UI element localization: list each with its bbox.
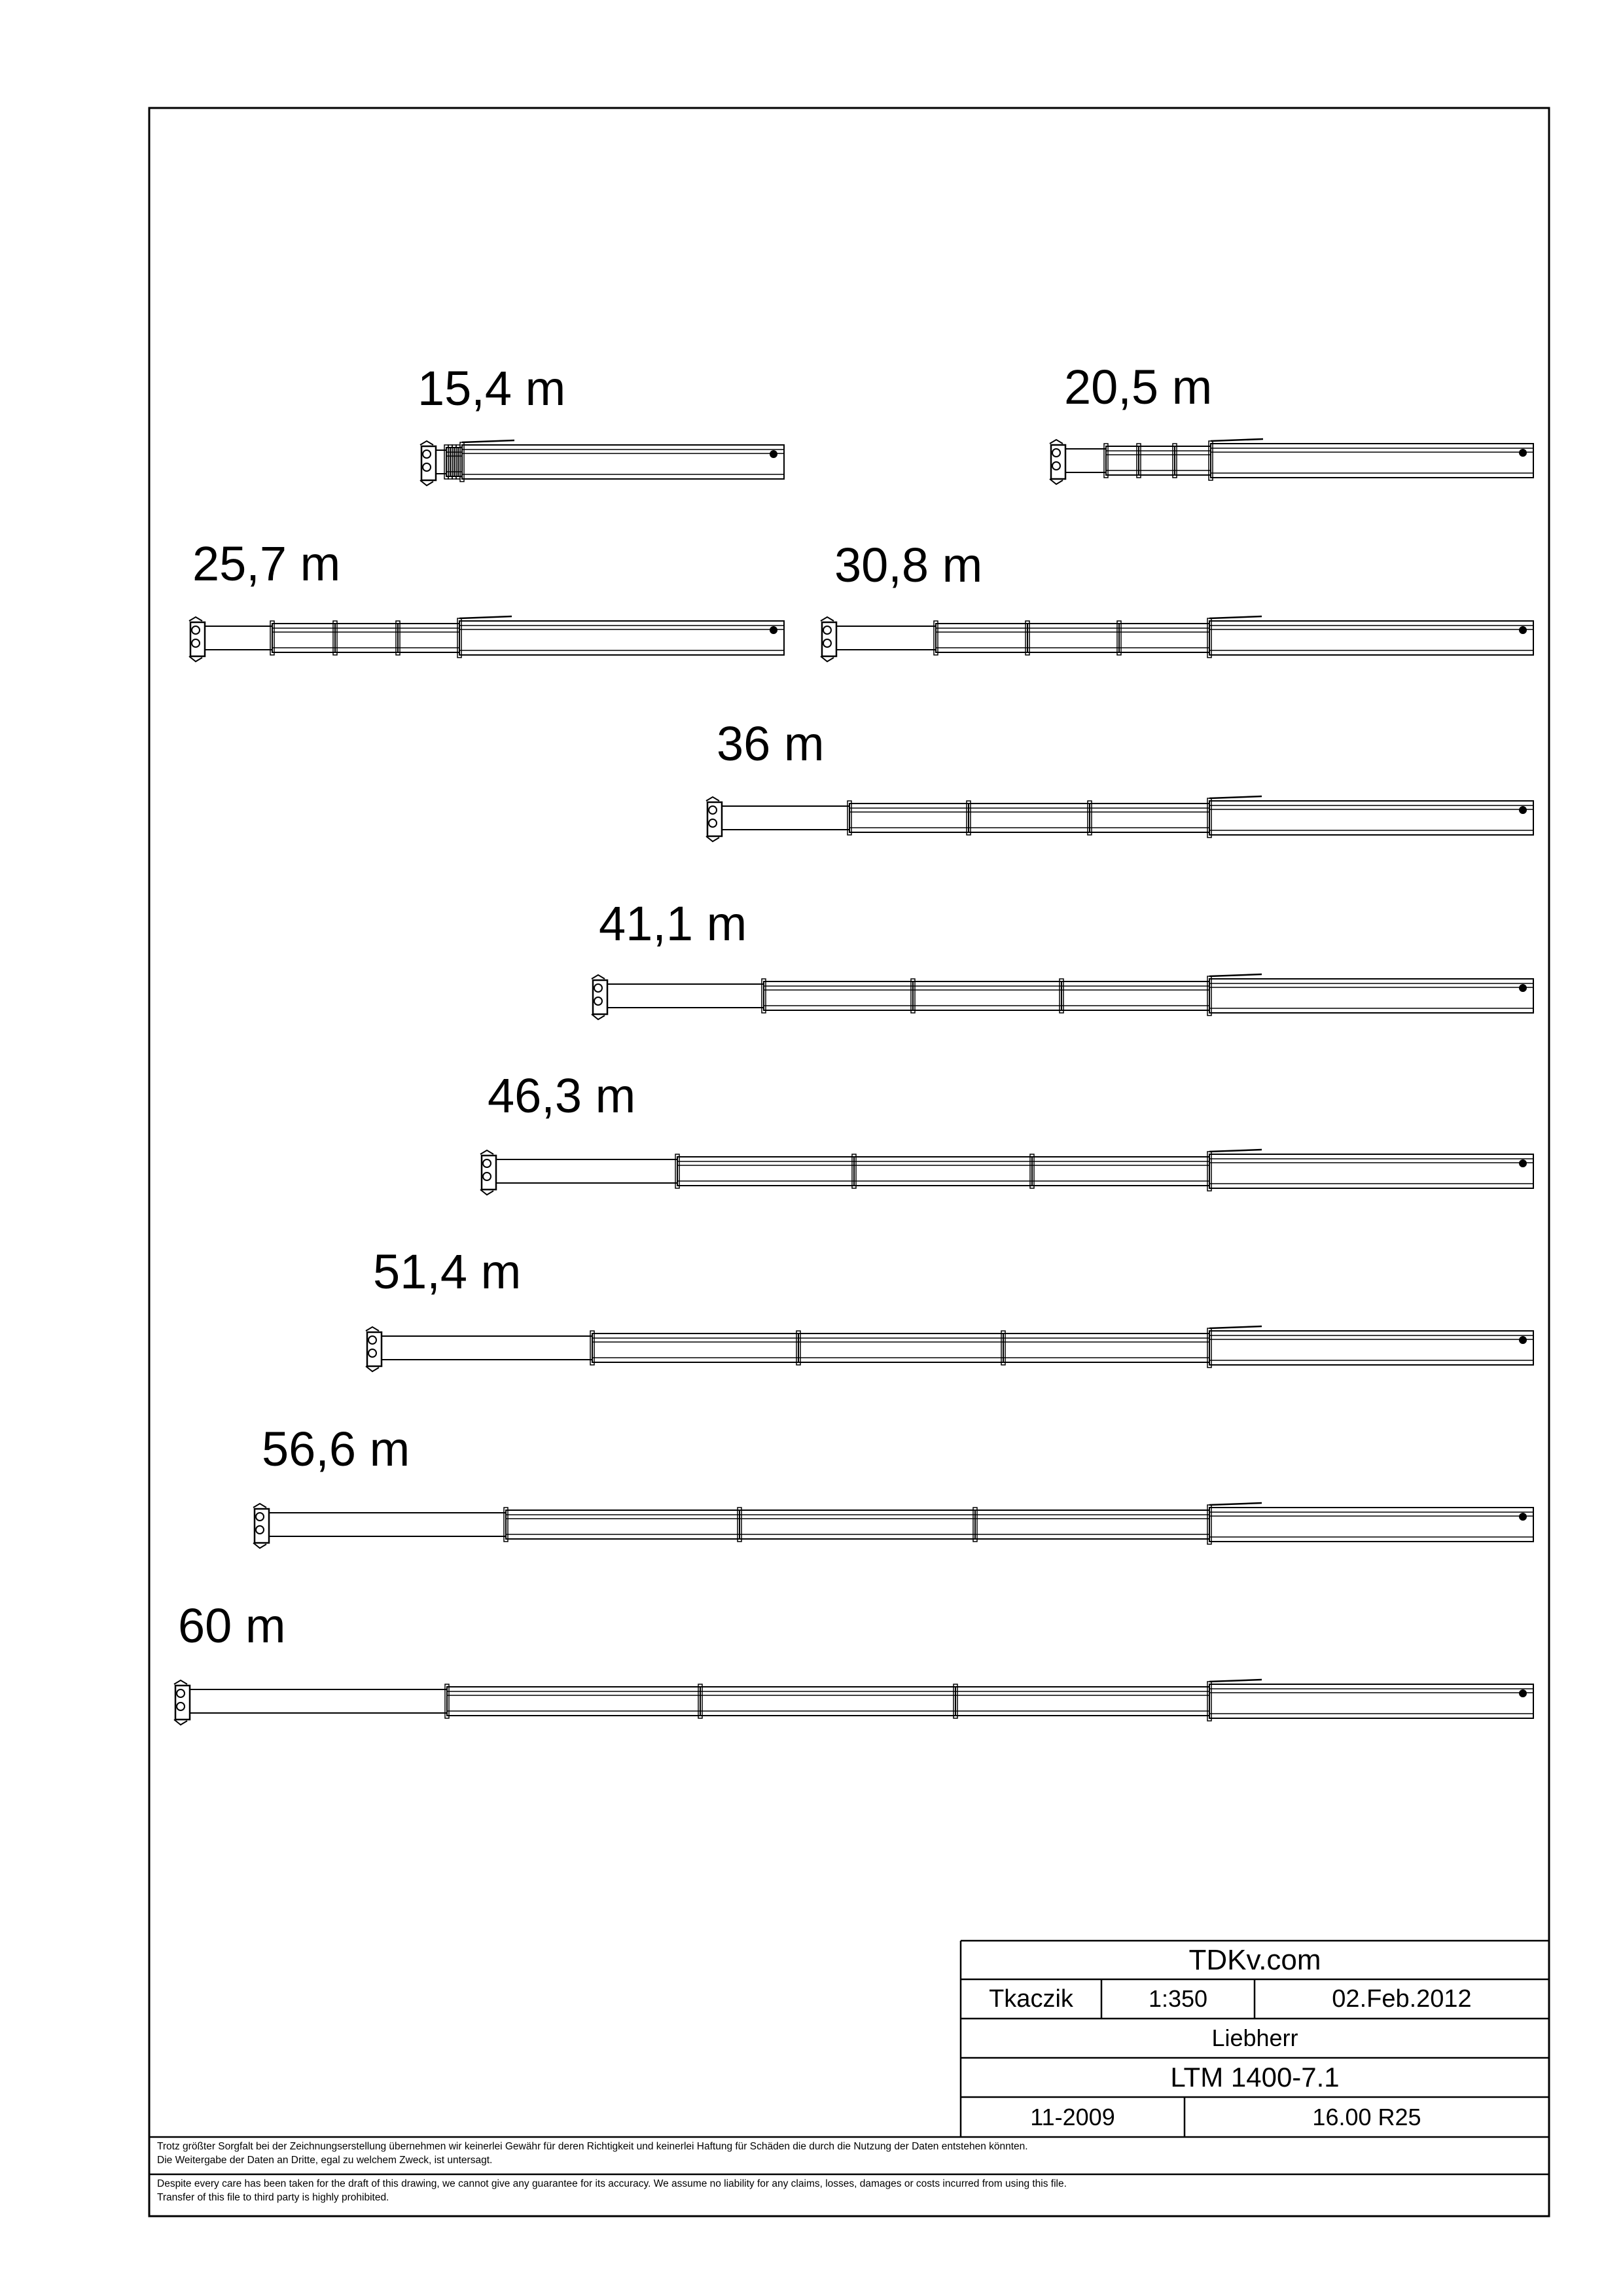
boom-pivot [1520, 807, 1526, 813]
boom-head-pulley [192, 639, 200, 647]
boom-tip-section [607, 984, 764, 1008]
disclaimer-en-line1: Despite every care has been taken for the draft of this drawing, we cannot give any guarantee for its accuracy. We assume no liability for any claims, losses, damages or costs incurred from using this file. [157, 2178, 1067, 2189]
boom-head-pulley [177, 1689, 185, 1697]
boom-head-top [189, 617, 202, 621]
boom-head-pulley [1052, 462, 1060, 470]
boom-head-pulley [256, 1526, 264, 1534]
boom-base-section [1209, 1508, 1533, 1542]
boom-tip-section [496, 1159, 677, 1183]
boom-label-41-1: 41,1 m [599, 896, 747, 951]
boom-label-56-6: 56,6 m [262, 1422, 410, 1476]
boom-head-pulley [594, 997, 602, 1005]
boom-pivot [1520, 1690, 1526, 1697]
boom-head-pulley [177, 1703, 185, 1710]
boom-pivot [770, 451, 777, 457]
boom-cylinder-mark [1211, 439, 1263, 441]
boom-head-top [592, 975, 605, 979]
boom-drawing-4 [706, 796, 1533, 841]
boom-base-section [1209, 621, 1533, 655]
boom-base-section [1209, 979, 1533, 1013]
boom-head-top [1050, 440, 1063, 444]
boom-pivot [1520, 1337, 1526, 1343]
boom-drawing-1 [1050, 439, 1533, 484]
boom-cylinder-mark [1209, 796, 1262, 798]
boom-label-51-4: 51,4 m [373, 1245, 522, 1299]
boom-tip-section [382, 1336, 592, 1360]
boom-head-top [253, 1504, 266, 1508]
boom-base-section [459, 621, 784, 655]
boom-cylinder-mark [1209, 1326, 1262, 1328]
boom-head-pulley [594, 984, 602, 992]
boom-head-pulley [823, 639, 831, 647]
boom-tip-section [1065, 449, 1106, 472]
boom-cylinder-mark [1209, 1680, 1262, 1682]
title-manufacturer: Liebherr [1211, 2024, 1298, 2051]
boom-drawing-5 [592, 974, 1533, 1019]
boom-base-section [1209, 801, 1533, 835]
boom-tip-section [205, 626, 272, 650]
boom-label-20-5: 20,5 m [1064, 360, 1213, 414]
boom-drawing-9 [174, 1680, 1533, 1725]
boom-base-section [1209, 1331, 1533, 1365]
boom-head-pulley [423, 463, 431, 471]
boom-cylinder-mark [1209, 616, 1262, 618]
boom-cylinder-mark [459, 616, 512, 618]
title-configuration: 16.00 R25 [1312, 2103, 1421, 2130]
boom-pivot [1520, 1160, 1526, 1167]
boom-pivot [1520, 1513, 1526, 1520]
drawing-frame [149, 108, 1549, 2216]
boom-pivot [1520, 450, 1526, 456]
boom-head-pulley [368, 1336, 376, 1344]
boom-drawing-3 [821, 616, 1533, 662]
boom-head-pulley [709, 806, 717, 814]
boom-drawing-7 [366, 1326, 1533, 1371]
title-scale: 1:350 [1148, 1985, 1208, 2012]
title-block [961, 1941, 1549, 2137]
boom-tip-section [836, 626, 936, 650]
boom-tip-section [722, 806, 849, 830]
boom-cylinder-mark [1209, 1150, 1262, 1152]
boom-label-36: 36 m [717, 716, 825, 771]
boom-cylinder-mark [462, 440, 514, 442]
boom-head-pulley [1052, 449, 1060, 457]
boom-head-top [706, 797, 719, 801]
title-author: Tkaczik [989, 1985, 1073, 2013]
boom-head-top [821, 617, 834, 621]
title-website: TDKv.com [1188, 1943, 1321, 1976]
boom-drawings [174, 439, 1533, 1725]
boom-cylinder-mark [1209, 1503, 1262, 1505]
boom-label-60: 60 m [178, 1598, 286, 1653]
boom-head-pulley [192, 626, 200, 634]
boom-head-top [366, 1327, 379, 1331]
disclaimer-de-line1: Trotz größter Sorgfalt bei der Zeichnungserstellung übernehmen wir keinerlei Gewähr für deren Richtigkeit und keinerlei Haftung für Schäden die durch die Nutzung der Daten entstehen könnten. [157, 2141, 1028, 2152]
boom-head-top [174, 1680, 187, 1684]
boom-label-25-7: 25,7 m [192, 537, 341, 591]
boom-head-pulley [368, 1349, 376, 1357]
boom-cylinder-mark [1209, 974, 1262, 976]
boom-label-46-3: 46,3 m [488, 1069, 636, 1123]
boom-head-pulley [423, 450, 431, 458]
boom-base-section [1209, 1154, 1533, 1188]
boom-base-section [462, 445, 784, 479]
boom-drawing-0 [420, 440, 784, 486]
disclaimer-en-line2: Transfer of this file to third party is highly prohibited. [157, 2192, 389, 2203]
disclaimer-de-line2: Die Weitergabe der Daten an Dritte, egal zu welchem Zweck, ist untersagt. [157, 2155, 493, 2166]
boom-drawing-6 [480, 1150, 1533, 1195]
boom-head-pulley [709, 819, 717, 827]
boom-pivot [770, 627, 777, 633]
title-edition: 11-2009 [1030, 2103, 1115, 2130]
boom-base-section [1211, 444, 1533, 478]
boom-head-pulley [483, 1159, 491, 1167]
boom-drawing-8 [253, 1503, 1533, 1548]
boom-pivot [1520, 627, 1526, 633]
boom-head-pulley [256, 1513, 264, 1521]
boom-pivot [1520, 985, 1526, 991]
boom-head-pulley [483, 1173, 491, 1180]
boom-label-30-8: 30,8 m [834, 538, 983, 592]
boom-head-top [420, 441, 433, 445]
boom-head-top [480, 1150, 493, 1154]
boom-drawing-2 [189, 616, 784, 662]
title-date: 02.Feb.2012 [1332, 1985, 1472, 2013]
boom-tip-section [269, 1513, 506, 1536]
boom-base-section [1209, 1684, 1533, 1718]
boom-label-15-4: 15,4 m [418, 361, 566, 415]
title-model: LTM 1400-7.1 [1170, 2062, 1340, 2093]
boom-head-pulley [823, 626, 831, 634]
boom-tip-section [190, 1689, 447, 1713]
